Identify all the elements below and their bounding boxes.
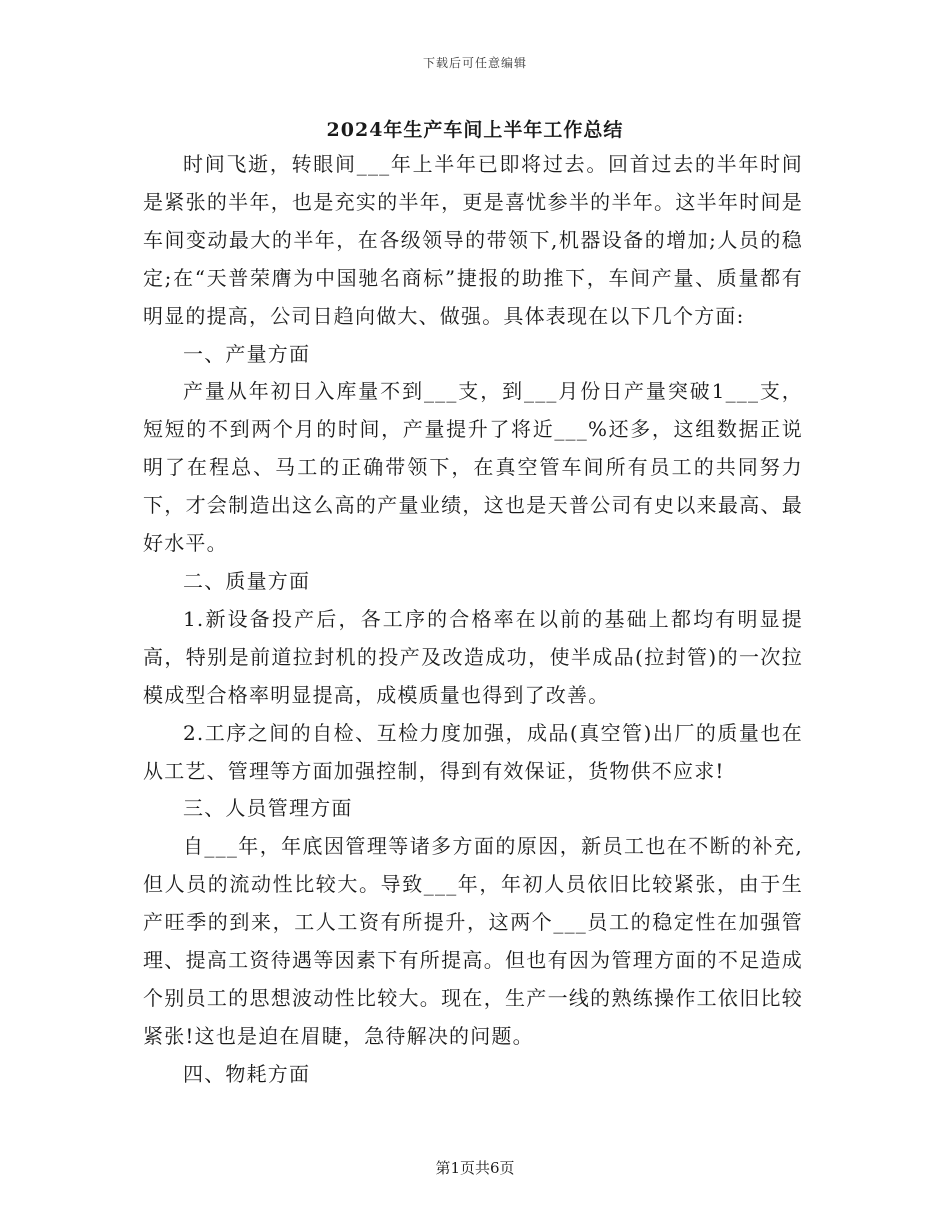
- output-paragraph: 产量从年初日入库量不到___支，到___月份日产量突破1___支，短短的不到两个月的时间，产量提升了将近___%还多，这组数据正说明了在程总、马工的正确带领下，在真空管车间所有员工的共同努力下，才会制造出这么高的产量业绩，这也是天普公司有史以来最高、最好水平。: [143, 379, 803, 556]
- section-heading-quality: 二、质量方面: [183, 568, 311, 593]
- document-body: [143, 146, 803, 1094]
- quality-item-1: 1.新设备投产后，各工序的合格率在以前的基础上都均有明显提高，特别是前道拉封机的投产及改造成功，使半成品(拉封管)的一次拉模成型合格率明显提高，成模质量也得到了改善。: [143, 606, 803, 707]
- section-heading-materials: 四、物耗方面: [183, 1061, 311, 1086]
- section-heading-personnel: 三、人员管理方面: [183, 796, 353, 821]
- document-title: 2024年生产车间上半年工作总结: [326, 119, 624, 141]
- intro-paragraph: 时间飞逝，转眼间___年上半年已即将过去。回首过去的半年时间是紧张的半年，也是充实的半年，更是喜忧参半的半年。这半年时间是车间变动最大的半年，在各级领导的带领下,机器设备的增加;人员的稳定;在“天普荣膺为中国驰名商标”捷报的助推下，车间产量、质量都有明显的提高，公司日趋向做大、做强。具体表现在以下几个方面:: [143, 152, 803, 328]
- quality-item-2: 2.工序之间的自检、互检力度加强，成品(真空管)出厂的质量也在从工艺、管理等方面加强控制，得到有效保证，货物供不应求!: [143, 720, 803, 783]
- header-note: 下载后可任意编辑: [422, 56, 527, 70]
- personnel-paragraph: 自___年，年底因管理等诸多方面的原因，新员工也在不断的补充,但人员的流动性比较大。导致___年，年初人员依旧比较紧张，由于生产旺季的到来，工人工资有所提升，这两个___员工的稳定性在加强管理、提高工资待遇等因素下有所提高。但也有因为管理方面的不足造成个别员工的思想波动性比较大。现在，生产一线的熟练操作工依旧比较紧张!这也是迫在眉睫，急待解决的问题。: [143, 834, 803, 1048]
- section-heading-output: 一、产量方面: [183, 341, 311, 366]
- page-number: 第1页共6页: [435, 1159, 515, 1177]
